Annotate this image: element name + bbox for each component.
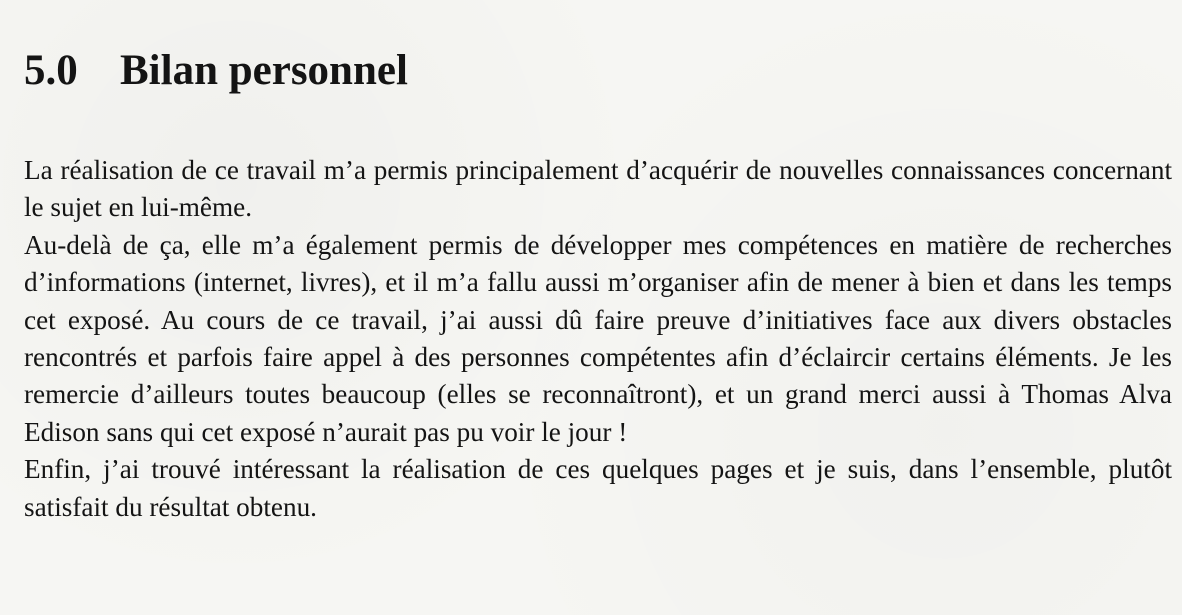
section-number: 5.0 [24, 47, 78, 94]
paragraph: Au-delà de ça, elle m’a également permis de développer mes compétences en matière de recherches d’informations (internet, livres), et il m’a fallu aussi m’organiser afin de mener à bien et dans les temps cet exposé. Au cours de ce travail, j’ai aussi dû faire preuve d’initiatives face aux divers obstacles rencontrés et parfois faire appel à des personnes compétentes afin d’éclaircir certains éléments. Je les remercie d’ailleurs toutes beaucoup (elles se reconnaîtront), et un grand merci aussi à Thomas Alva Edison sans qui cet exposé n’aurait pas pu voir le jour ! [24, 229, 1172, 447]
section-title: Bilan personnel [120, 47, 408, 94]
paragraph: Enfin, j’ai trouvé intéressant la réalisation de ces quelques pages et je suis, dans l’ensemble, plutôt satisfait du résultat obtenu. [24, 454, 1172, 522]
body-text [24, 152, 1172, 526]
section-heading [24, 44, 408, 98]
paragraph: La réalisation de ce travail m’a permis principalement d’acquérir de nouvelles connaissances concernant le sujet en lui-même. [24, 155, 1172, 223]
